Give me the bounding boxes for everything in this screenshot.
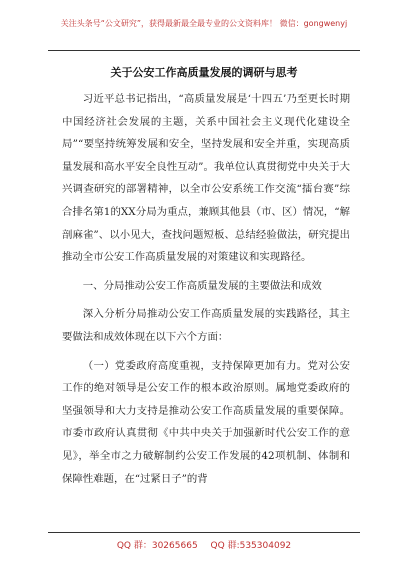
body-paragraph: 深入分析分局推动公安工作高质量发展的实践路径，其主要做法和成效体现在以下六个方面： — [62, 308, 350, 343]
footer-qq-group-2: QQ 群:535304092 — [210, 541, 292, 551]
footer-qq-group-1: QQ 群：30265665 — [116, 541, 198, 551]
header-note: 关注头条号“公文研究”，获得最新最全最专业的公文资料库！ 微信：gongwenyj — [60, 19, 348, 28]
document-body — [62, 88, 350, 490]
footer — [0, 538, 408, 551]
section-heading: 一、分局推动公安工作高质量发展的主要做法和成效 — [82, 279, 322, 292]
header-divider — [48, 50, 360, 51]
body-paragraph: （一）党委政府高度重视，支持保障更加有力。党对公安工作的绝对领导是公安工作的根本政治原则。属地党委政府的坚强领导和大力支持是推动公安工作高质量发展的重要保障。市委市政府认真贯彻《中共中央关于加强新时代公安工作的意见》，举全市之力破解制约公安工作发展的42项机制、体制和保障性难题，在“过紧日子”的背 — [62, 359, 350, 485]
document-title: 关于公安工作高质量发展的调研与思考 — [110, 66, 298, 79]
intro-paragraph: 习近平总书记指出，“高质量发展是‘十四五’乃至更长时期中国经济社会发展的主题，关系中国社会主义现代化建设全局”“要坚持统筹发展和安全，坚持发展和安全并重，实现高质量发展和高水平安全良性互动”。我单位认真贯彻党中央关于大兴调查研究的部署精神，以全市公安系统工作交流“擂台赛”综合排名第1的XX分局为重点，兼顾其他县（市、区）情况，“解剖麻雀”、以小见大，查找问题短板、总结经验做法，研究提出推动全市公安工作高质量发展的对策建议和实现路径。 — [62, 93, 350, 264]
footer-divider — [48, 532, 360, 533]
